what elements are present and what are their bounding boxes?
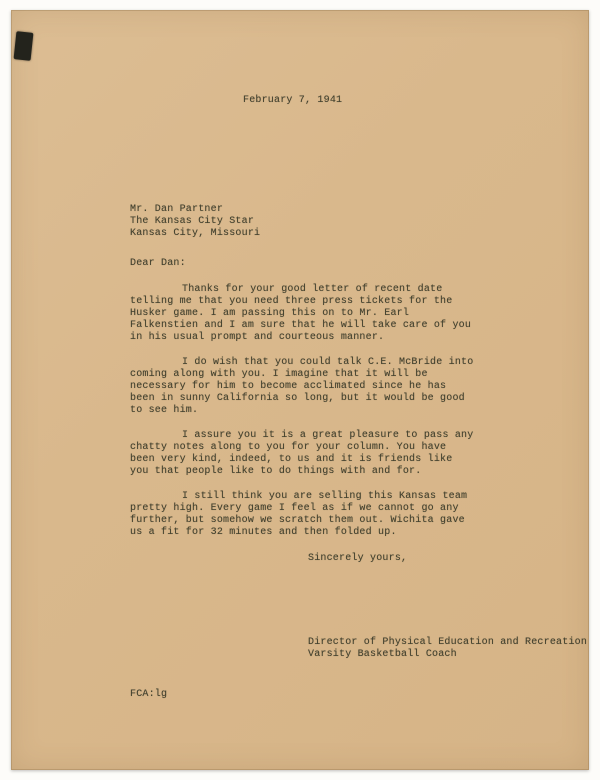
reference-initials: FCA:lg <box>130 689 168 700</box>
body-paragraph-3: I assure you it is a great pleasure to pass any chatty notes along to you for your column. You have been very kind, indeed, to us and it is friends like you that people like to do things with and for. <box>130 430 474 477</box>
body-paragraph-4: I still think you are selling this Kansas team pretty high. Every game I feel as if we cannot go any further, but somehow we scratch them out. Wichita gave us a fit for 32 minutes and then folded up. <box>130 491 468 538</box>
recipient-city: Kansas City, Missouri <box>130 228 261 239</box>
recipient-address-block <box>130 204 476 240</box>
signature-title-line-1: Director of Physical Education and Recreation <box>308 637 588 648</box>
recipient-name: Mr. Dan Partner <box>130 204 224 215</box>
letter-date: February 7, 1941 <box>243 95 343 106</box>
recipient-company: The Kansas City Star <box>130 216 255 227</box>
signature-title-block <box>308 637 588 661</box>
signature-title-line-2: Varsity Basketball Coach <box>308 649 457 660</box>
body-paragraph-1: Thanks for your good letter of recent date telling me that you need three press tickets for the Husker game. I am passing this on to Mr. Earl Falkenstien and I am sure that he will take care of you in his usual prompt and courteous manner. <box>130 284 472 343</box>
letter-paper <box>11 10 589 770</box>
salutation: Dear Dan: <box>130 258 186 269</box>
closing: Sincerely yours, <box>308 553 408 564</box>
letter-content <box>11 10 589 770</box>
body-paragraph-2: I do wish that you could talk C.E. McBride into coming along with you. I imagine that it will be necessary for him to become acclimated since he has been in sunny California so long, but it would be good to see him. <box>130 357 474 416</box>
